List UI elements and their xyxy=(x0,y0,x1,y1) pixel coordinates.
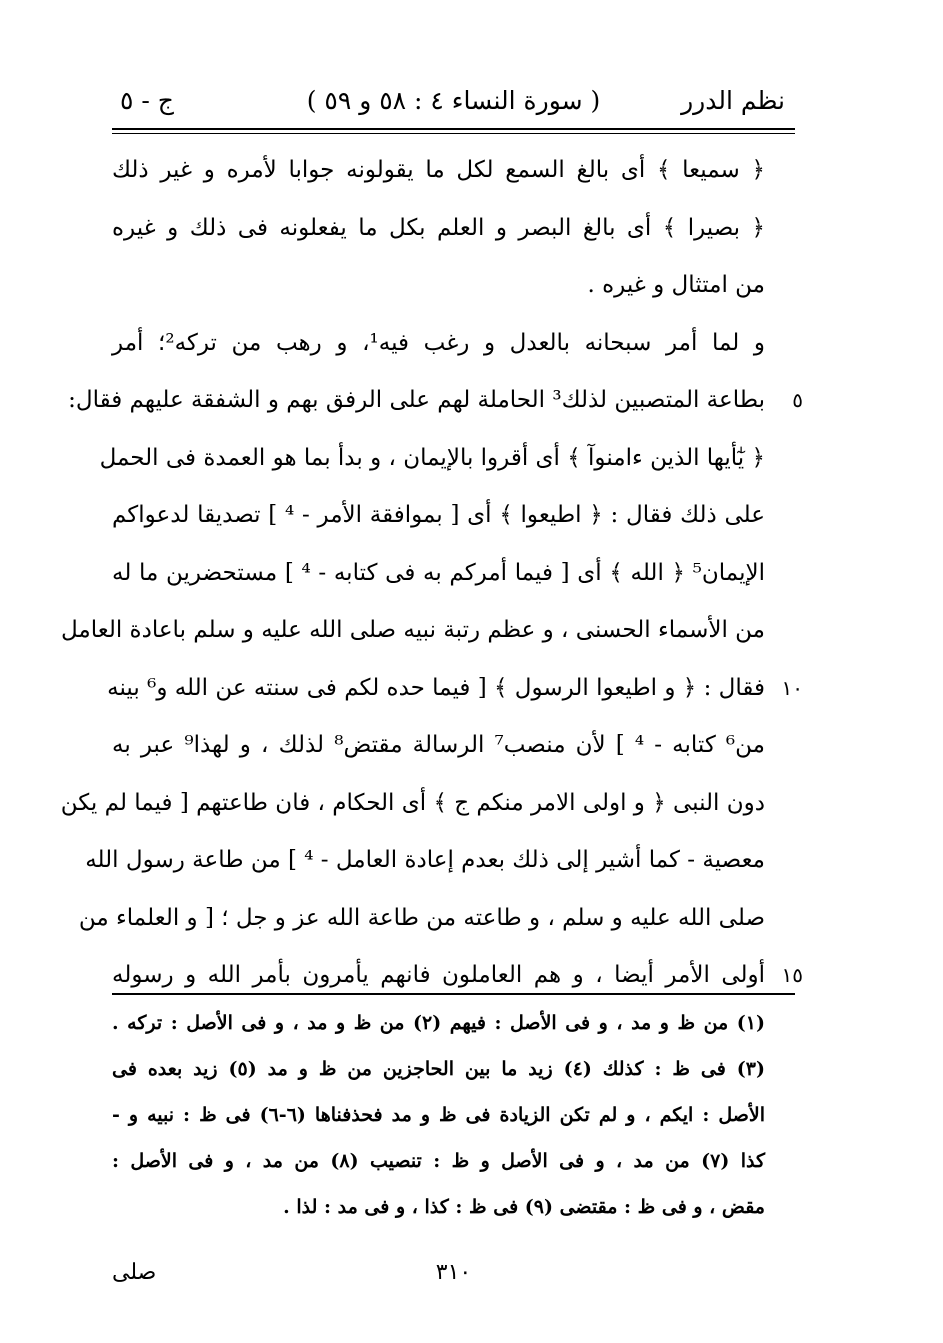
line-text: ﴿ بصيرا ﴾ أى بالغ البصر و العلم بكل ما يفعلونه فى ذلك و غيره xyxy=(112,214,765,241)
text-line xyxy=(112,545,765,603)
line-number: ١٠ xyxy=(781,675,803,700)
footnotes xyxy=(112,1000,765,1230)
page-number: ٣١٠ xyxy=(435,1260,472,1285)
line-text: فقال : ﴿ و اطيعوا الرسول ﴾ [ فيما حده لكم فى سنته عن الله و⁶ بينه xyxy=(107,674,765,701)
text-line xyxy=(107,660,803,718)
main-text xyxy=(60,142,803,1005)
text-line xyxy=(99,430,765,488)
line-text: ﴿ يٰٓأيها الذين ءامنوآ ﴾ أى أقروا بالإيمان ، و بدأ بما هو العمدة فى الحمل xyxy=(99,444,765,471)
text-line xyxy=(112,142,765,200)
line-text: الإيمان⁵ ﴿ الله ﴾ أى [ فيما أمركم به فى كتابه - ⁴ ] مستحضرين ما له xyxy=(112,559,765,586)
line-text: من⁶ كتابه - ⁴ ] لأن منصب⁷ الرسالة مقتض⁸ لذلك ، و لهذا⁹ عبر به xyxy=(112,732,765,758)
header-rule xyxy=(112,128,795,130)
text-line xyxy=(60,602,765,660)
text-line xyxy=(60,775,765,833)
sura-reference: ( سورة النساء ٤ : ٥٨ و ٥٩ ) xyxy=(306,86,601,115)
text-line xyxy=(78,890,765,948)
catchword: صلى xyxy=(112,1260,157,1285)
text-line xyxy=(68,372,803,430)
footnote-line: مقض ، و فى ظ : مقتضى (٩) فى ظ : كذا ، و فى مد : لذا . xyxy=(283,1196,765,1218)
book-title: نظم الدرر xyxy=(681,86,785,115)
book-page xyxy=(60,78,803,1328)
line-text: من الأسماء الحسنى ، و عظم رتبة نبيه صلى الله عليه و سلم باعادة العامل xyxy=(60,617,765,643)
header-rule-thin xyxy=(112,133,795,134)
text-line xyxy=(85,832,765,890)
line-number: ١٥ xyxy=(781,963,803,987)
line-number: ٥ xyxy=(792,388,803,412)
running-header xyxy=(112,78,795,124)
line-text: و لما أمر سبحانه بالعدل و رغب فيه¹، و رهب من تركه²؛ أمر xyxy=(112,329,766,356)
footnote-line: كذا (٧) من مد ، و فى الأصل و ظ : تنصيب (٨) من مد ، و فى الأصل : xyxy=(112,1150,766,1172)
line-text: دون النبى ﴿ و اولى الامر منكم ج ﴾ أى الحكام ، فان طاعتهم [ فيما لم يكن xyxy=(60,789,765,816)
line-text: ﴿ سميعا ﴾ أى بالغ السمع لكل ما يقولونه جوابا لأمره و غير ذلك xyxy=(112,157,765,183)
text-line xyxy=(112,315,765,373)
footnote-line: (١) من ظ و مد ، و فى الأصل : فيهم (٢) من ظ و مد ، و فى الأصل : تركه . xyxy=(112,1012,765,1034)
line-text: صلى الله عليه و سلم ، و طاعته من طاعة الله عز و جل ؛ [ و العلماء من xyxy=(78,904,765,931)
text-line xyxy=(112,487,765,545)
text-line xyxy=(112,717,765,775)
volume-number: ج - ٥ xyxy=(120,86,174,115)
line-text: بطاعة المتصبين لذلك³ الحاملة لهم على الرفق بهم و الشفقة عليهم فقال: xyxy=(68,387,765,413)
footnote-rule xyxy=(112,993,795,995)
line-text: على ذلك فقال : ﴿ اطيعوا ﴾ أى [ بموافقة الأمر - ⁴ ] تصديقا لدعواكم xyxy=(112,502,766,528)
line-text: أولى الأمر أيضا ، و هم العاملون فانهم يأمرون بأمر الله و رسوله xyxy=(112,962,765,988)
line-text: معصية - كما أشير إلى ذلك بعدم إعادة العامل - ⁴ ] من طاعة رسول الله xyxy=(85,847,765,873)
footnote-line: (٣) فى ظ : كذلك (٤) زيد ما بين الحاجزين من ظ و مد (٥) زيد بعده فى xyxy=(112,1058,765,1080)
text-line xyxy=(112,200,765,258)
text-line xyxy=(112,257,765,315)
text-line xyxy=(112,947,803,1005)
footnote-line: الأصل : ايكم ، و لم تكن الزيادة فى ظ و مد فحذفناها (٦-٦) فى ظ : نبيه و - xyxy=(112,1104,765,1126)
line-text: من امتثال و غيره . xyxy=(587,272,765,298)
